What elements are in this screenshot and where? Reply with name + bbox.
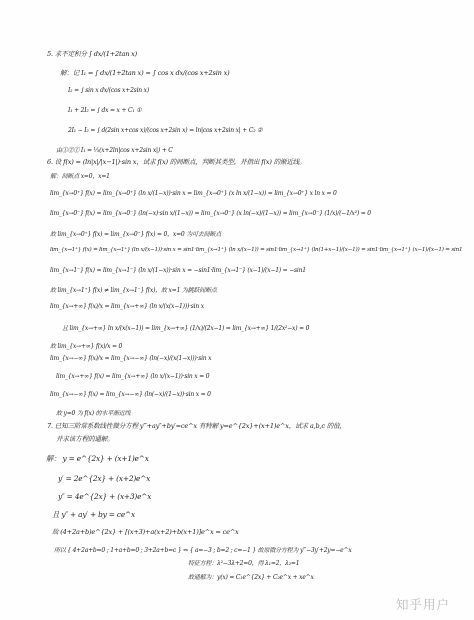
solution-6-line: lim_{x→1⁺} f(x) = lim_{x→1⁺} (ln x/(x−1))·sin x = sin1·lim_{x→1⁺} (ln x/(x−1)) = sin1·lim_{x→1⁺} (ln(1+x−1)/(x−1)) = sin1·lim_{x→1⁺} (x−1)/(x−1) = sin1 [50, 247, 463, 253]
solution-6-result: 故 y=0 为 f(x) 的水平渐近线 [56, 410, 131, 417]
solution-7-line: 且 y″ + ay′ + by = ce^x [52, 510, 135, 519]
solution-6-line: 故 lim_{x→+∞} f(x)/x = 0 [50, 343, 123, 350]
solution-5-line: 2I₁ − I₂ = ∫ d(2sin x+cos x)/(cos x+2sin x) = ln|cos x+2sin x| + C₂ ② [68, 127, 263, 134]
problem-7-title-cont: 并求该方程的通解。 [56, 435, 114, 443]
solution-5-line: 解：记 I₁ = ∫ dx/(1+2tan x) = ∫ cos x dx/(cos x+2sin x) [60, 69, 230, 77]
solution-6-line: 故 lim_{x→0⁺} f(x) = lim_{x→0⁻} f(x) = 0，x=0 为可去间断点 [50, 231, 222, 238]
solution-7-line: y′ = 2e^{2x} + (x+2)e^x [58, 474, 151, 483]
solution-7-line: y″ = 4e^{2x} + (x+3)e^x [58, 492, 152, 501]
solution-6-line: lim_{x→+∞} f(x) = lim_{x→+∞} (ln x/(x−1))·sin x = 0 [56, 373, 210, 380]
solution-6-line: lim_{x→−∞} f(x)/x = lim_{x→−∞} (ln(−x)/(x(1−x)))·sin x [50, 355, 212, 362]
solution-7-general-solution: 故通解为：y(x) = C₁e^{2x} + C₂e^x + xe^x [188, 574, 314, 581]
solution-6-line: 解：间断点 x=0，x=1 [50, 173, 110, 180]
solution-6-line: lim_{x→0⁻} f(x) = lim_{x→0⁻} (ln(−x)·sin x/(1−x)) = lim_{x→0⁻} (x ln(−x)/(1−x)) = lim_{x→0⁻} (1/x)/(−1/x²) = 0 [50, 210, 371, 217]
solution-6-line: lim_{x→−∞} f(x) = lim_{x→−∞} (ln(−x)/(1−x))·sin x = 0 [50, 391, 211, 398]
solution-5-result: 由①②① I₁ = ⅕(x+2ln|cos x+2sin x|) + C [56, 147, 173, 154]
solution-7-line: 故 (4+2a+b)e^{2x} + [(x+3)+a(x+2)+b(x+1)]e^x = ce^x [52, 528, 239, 536]
problem-5-title: 5. 求不定积分 ∫ dx/(1+2tan x) [47, 50, 138, 58]
watermark: 知乎用户 [395, 597, 450, 612]
solution-6-line: lim_{x→1⁻} f(x) = lim_{x→1⁻} (ln x/(1−x))·sin x = −sin1·lim_{x→1⁻} (x−1)/(x−1) = −sin1 [50, 267, 306, 274]
problem-7-title: 7. 已知三阶常系数线性微分方程 y‴+ay″+by′=ce^x 有特解 y=e^{2x}+(x+1)e^x，试求 a,b,c 的值， [47, 422, 346, 430]
solution-6-line: lim_{x→+∞} f(x)/x = lim_{x→+∞} (ln x/(x(x−1)))·sin x [50, 303, 204, 310]
solution-6-line: 且 lim_{x→+∞} ln x/(x(x−1)) = lim_{x→+∞} (1/x)/(2x−1) = lim_{x→+∞} 1/(2x²−x) = 0 [62, 325, 310, 332]
problem-6-title: 6. 设 f(x) = (ln|x|/|x−1|)·sin x，试求 f(x) 的间断点，判断其类型，并指出 f(x) 的渐近线。 [47, 158, 306, 166]
solution-5-line: I₁ + 2I₂ = ∫ dx = x + C₁ ① [68, 107, 142, 114]
solution-7-characteristic: 特征方程：λ²−3λ+2=0，得 λ₁=2，λ₂=1 [188, 560, 300, 567]
solution-6-line: lim_{x→0⁺} f(x) = lim_{x→0⁺} (ln x/(1−x))·sin x = lim_{x→0⁺} (x ln x/(1−x)) = lim_{x→0⁺} x ln x = 0 [50, 190, 337, 197]
solution-5-line: I₂ = ∫ sin x dx/(cos x+2sin x) [68, 87, 149, 94]
solution-7-system: 所以 { 4+2a+b=0 ; 1+a+b=0 ; 3+2a+b=c } ⇒ { a=−3 ; b=2 ; c=−1 } 故原微分方程为 y‴−3y′+2y=−e^x [54, 547, 352, 554]
solution-7-line: 解： y = e^{2x} + (x+1)e^x [46, 454, 149, 463]
solution-6-line: 故 lim_{x→1⁺} f(x) ≠ lim_{x→1⁻} f(x)，故 x=1 为跳跃间断点 [50, 287, 217, 294]
